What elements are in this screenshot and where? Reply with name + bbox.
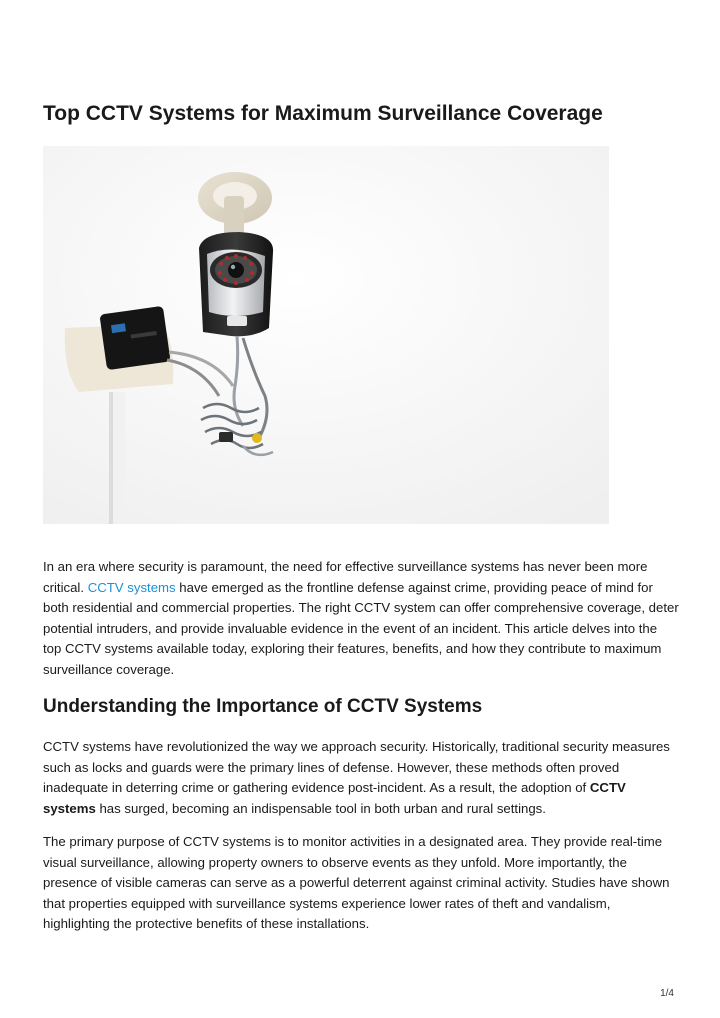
- section-paragraph-1: [43, 737, 679, 819]
- cctv-camera-photo: [43, 146, 609, 524]
- para1-text-after-bold: has surged, becoming an indispensable tool in both urban and rural settings.: [95, 800, 546, 816]
- page-number: 1/4: [660, 988, 674, 999]
- para1-text-before-bold: CCTV systems have revolutionized the way we approach security. Historically, traditional security measures such as locks and guards were the primary lines of defense. However, these methods often proved inadequate in deterring crime or gathering evidence post-incident. As a result, the adoption of: [43, 739, 670, 795]
- para1-bold-term: CCTV systems: [43, 780, 626, 816]
- cctv-systems-link[interactable]: CCTV systems: [87, 579, 176, 595]
- section-heading: Understanding the Importance of CCTV Systems: [43, 696, 483, 717]
- intro-text-before-link: In an era where security is paramount, the need for effective surveillance systems has never been more critical.: [43, 559, 648, 595]
- intro-text-after-link: have emerged as the frontline defense against crime, providing peace of mind for both residential and commercial properties. The right CCTV system can offer comprehensive coverage, deter potential intruders, and provide invaluable evidence in the event of an incident. This article delves into the top CCTV systems available today, exploring their features, benefits, and how they contribute to maximum surveillance coverage.: [43, 579, 679, 677]
- intro-paragraph: [43, 557, 679, 680]
- page-title: Top CCTV Systems for Maximum Surveillance Coverage: [43, 102, 603, 125]
- section-paragraph-2: The primary purpose of CCTV systems is to monitor activities in a designated area. They provide real-time visual surveillance, allowing property owners to observe events as they unfold. More importantly, the presence of visible cameras can serve as a powerful deterrent against criminal activity. Studies have shown that properties equipped with surveillance systems experience lower rates of theft and vandalism, highlighting the protective benefits of these installations.: [43, 834, 670, 931]
